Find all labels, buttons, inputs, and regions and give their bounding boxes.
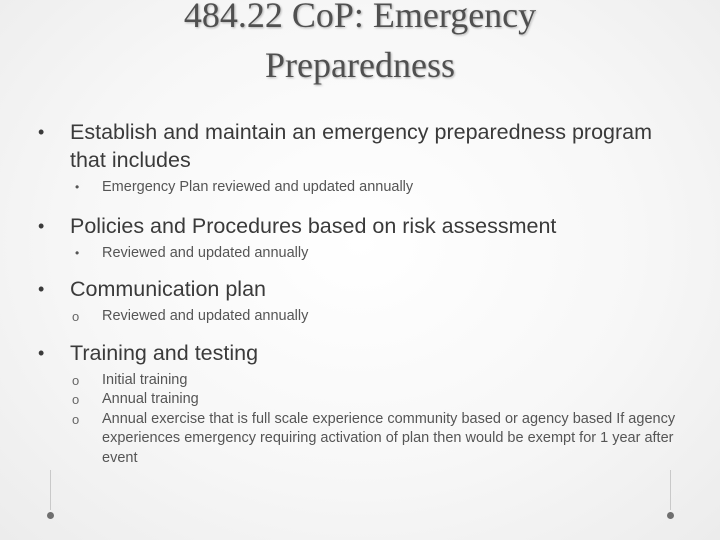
bullet-text: Policies and Procedures based on risk assessment: [70, 213, 557, 238]
sub-bullet-marker: •: [75, 245, 80, 260]
sub-bullet-text: Annual exercise that is full scale experience community based or agency based If agency experiences emergency requiring activation of plan then would be exempt for 1 year after event: [102, 410, 676, 466]
sub-bullet-marker: o: [72, 392, 80, 407]
bullet-text: Communication plan: [70, 277, 266, 301]
bullet-communication-plan: [0, 275, 720, 303]
right-decorative-dot: [667, 512, 674, 519]
sub-bullet-initial-training: [0, 371, 720, 391]
left-decorative-line: [50, 470, 51, 510]
sub-bullet-marker: o: [72, 411, 80, 427]
sub-bullet-communication-review: [0, 307, 720, 327]
bullet-training-testing: [0, 339, 720, 367]
bullet-emergency-program: [0, 118, 720, 174]
sub-bullet-text: Reviewed and updated annually: [102, 308, 309, 324]
bullet-marker: •: [38, 215, 45, 236]
sub-bullet-marker: o: [72, 309, 80, 324]
right-decorative-line: [670, 470, 671, 510]
slide-title-line-2: Preparedness: [265, 45, 455, 85]
sub-bullet-marker: •: [75, 180, 80, 194]
sub-bullet-text: Reviewed and updated annually: [102, 244, 309, 261]
bullet-text: Establish and maintain an emergency preparedness program that includes: [70, 120, 653, 172]
sub-bullet-text: Annual training: [102, 391, 199, 407]
left-decorative-dot: [47, 512, 54, 519]
slide-body: [0, 118, 720, 468]
bullet-marker: •: [38, 122, 45, 142]
sub-bullet-text: Initial training: [102, 371, 188, 388]
sub-bullet-annual-training: [0, 390, 720, 410]
sub-bullet-text: Emergency Plan reviewed and updated annually: [102, 179, 414, 195]
sub-bullet-annual-exercise: [0, 410, 720, 469]
bullet-marker: •: [38, 342, 45, 363]
bullet-text: Training and testing: [70, 340, 259, 365]
sub-bullet-marker: o: [72, 372, 80, 388]
sub-bullet-emergency-plan: [0, 178, 720, 198]
slide-title: [0, 0, 720, 90]
bullet-policies-procedures: [0, 212, 720, 240]
sub-bullet-policies-review: [0, 244, 720, 264]
bullet-marker: •: [38, 279, 45, 299]
slide-title-line-1: 484.22 CoP: Emergency: [183, 0, 537, 35]
